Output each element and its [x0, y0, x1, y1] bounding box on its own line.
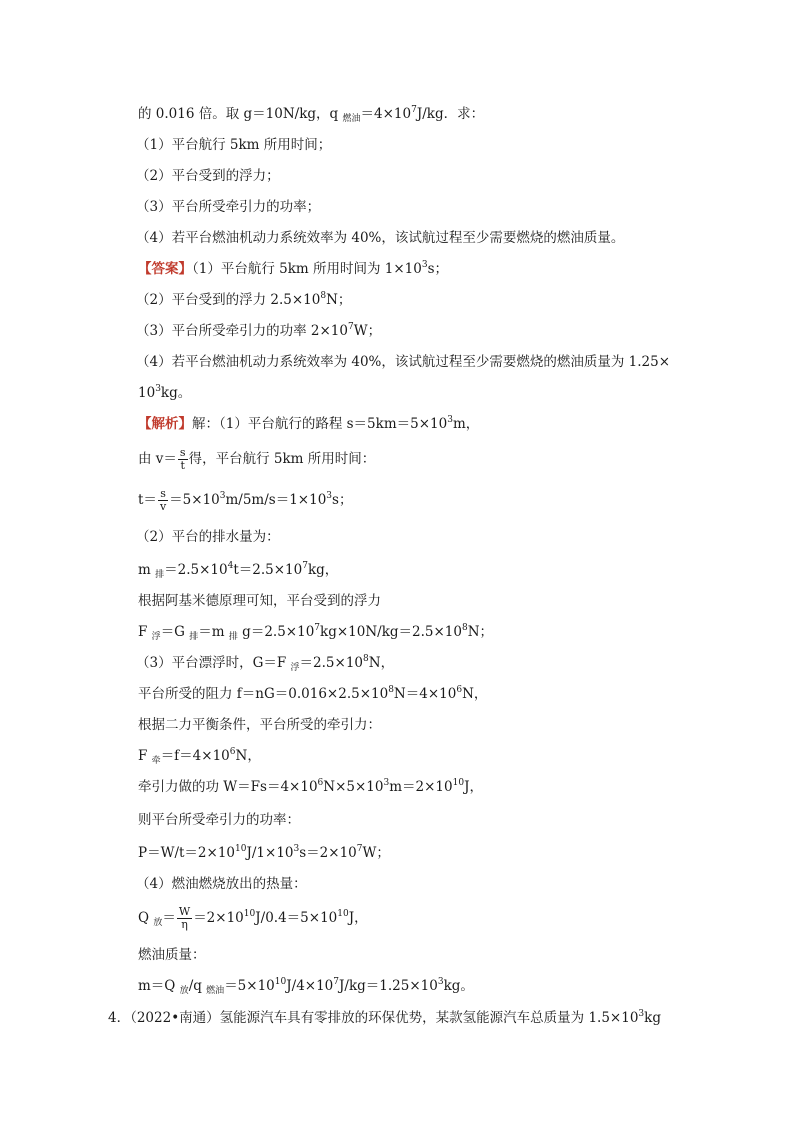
superscript: 6	[456, 685, 463, 695]
text: N，	[368, 655, 395, 671]
text: ＝5×10	[224, 978, 275, 994]
text: m，	[452, 416, 480, 432]
text: m＝Q	[138, 978, 180, 994]
superscript: 3	[383, 778, 390, 788]
text: P＝W/t＝2×10	[138, 845, 236, 861]
analysis-line-4: （2）平台的排水量为：	[136, 529, 280, 545]
subscript: 排	[155, 570, 165, 580]
superscript: 7	[347, 322, 354, 332]
analysis-line-2	[138, 447, 375, 472]
superscript: 10	[274, 977, 287, 987]
superscript: 8	[462, 623, 468, 633]
text: N；	[326, 292, 352, 308]
subscript: 浮	[151, 632, 161, 642]
text: m	[138, 562, 156, 578]
superscript: 3	[638, 1009, 645, 1019]
superscript: 6	[317, 778, 324, 788]
text: s；	[427, 261, 449, 277]
text: N；	[467, 624, 494, 640]
analysis-line-11	[138, 746, 261, 766]
text: ＝2.5×10	[299, 655, 364, 671]
analysis-line-9	[138, 684, 487, 704]
question-4	[108, 1008, 661, 1028]
analysis-line-5	[138, 560, 338, 580]
superscript: 8	[320, 291, 327, 301]
text: 解：（1）平台航行的路程 s＝5km＝5×10	[192, 416, 448, 432]
analysis-line-3	[138, 488, 352, 513]
superscript: 8	[363, 654, 369, 664]
analysis-line-1	[138, 414, 479, 434]
analysis-line-10: 根据二力平衡条件，平台所受的牵引力：	[138, 717, 381, 733]
superscript: 4	[227, 561, 234, 571]
superscript: 6	[229, 747, 236, 757]
text: J/1×10	[246, 845, 294, 861]
text: 牵引力做的功 W＝Fs＝4×10	[138, 779, 318, 795]
superscript: 3	[219, 491, 226, 501]
text: kg	[644, 1010, 661, 1026]
analysis-line-13: 则平台所受牵引力的功率：	[138, 812, 300, 828]
superscript: 3	[293, 844, 300, 854]
answer-line-2	[136, 290, 351, 310]
text: Q	[138, 910, 154, 926]
text: kg×10N/kg＝2.5×10	[320, 624, 462, 640]
analysis-line-15: （4）燃油燃烧放出的热量：	[136, 876, 307, 892]
analysis-line-16	[138, 906, 368, 931]
text: 平台所受的阻力 f＝nG＝0.016×2.5×10	[138, 686, 389, 702]
text: t＝	[138, 492, 157, 508]
text: F	[138, 748, 152, 764]
text: ＝m	[198, 624, 229, 640]
text: kg。	[160, 385, 192, 401]
text: s＝2×10	[299, 845, 357, 861]
superscript: 3	[326, 491, 333, 501]
text: J，	[348, 910, 368, 926]
analysis-line-14	[138, 843, 390, 863]
sub-question-2: （2）平台受到的浮力；	[136, 168, 280, 184]
text: （3）平台漂浮时，G＝F	[136, 655, 291, 671]
sub-question-4: （4）若平台燃油机动力系统效率为 40%，该试航过程至少需要燃烧的燃油质量。	[136, 230, 625, 246]
text: ＝f＝4×10	[160, 748, 230, 764]
text: 由 v＝	[138, 451, 177, 467]
text: （2）平台受到的浮力 2.5×10	[136, 292, 321, 308]
superscript: 3	[155, 384, 161, 394]
text: t＝2.5×10	[233, 562, 303, 578]
text: ＝2×10	[193, 910, 244, 926]
text: W；	[362, 845, 390, 861]
subscript: 浮	[290, 663, 300, 673]
analysis-line-12	[138, 777, 483, 797]
text: 得，平台航行 5km 所用时间：	[188, 451, 376, 467]
text: 4．（2022•南通）氢能源汽车具有零排放的环保优势，某款氢能源汽车总质量为 1.5×10	[108, 1010, 639, 1026]
superscript: 7	[333, 977, 340, 987]
superscript: 10	[337, 909, 349, 919]
superscript: 7	[302, 561, 308, 571]
fraction	[178, 447, 188, 472]
subscript: 燃油	[206, 986, 225, 996]
text: m/5m/s＝1×10	[225, 492, 327, 508]
text: g＝2.5×10	[237, 624, 315, 640]
numerator: s	[179, 446, 186, 459]
question-continuation	[138, 104, 484, 124]
subscript: 放	[153, 918, 163, 928]
analysis-line-18	[138, 976, 474, 996]
analysis-tag: 【解析】	[138, 416, 192, 432]
text: W；	[353, 323, 382, 339]
superscript: 7	[356, 844, 363, 854]
text: ＝5×10	[169, 492, 220, 508]
superscript: 7	[411, 105, 417, 115]
text: J/4×10	[286, 978, 334, 994]
subscript: 排	[228, 632, 238, 642]
subscript: 牵	[151, 756, 161, 766]
superscript: 7	[314, 623, 321, 633]
answer-tag: 【答案】	[138, 261, 192, 277]
text: ＝G	[160, 624, 190, 640]
text: 的 0.016 倍。取 g＝10N/kg，q	[138, 106, 343, 122]
superscript: 8	[388, 685, 394, 695]
superscript: 10	[235, 844, 247, 854]
superscript: 10	[243, 909, 256, 919]
text: ＝2.5×10	[164, 562, 228, 578]
analysis-line-17: 燃油质量：	[138, 947, 206, 963]
text: J，	[464, 779, 483, 795]
denominator: t	[180, 459, 185, 472]
subscript: 燃油	[342, 114, 361, 124]
denominator: v	[159, 500, 167, 513]
text: （3）平台所受牵引力的功率 2×10	[136, 323, 348, 339]
numerator: W	[178, 905, 191, 918]
analysis-line-6: 根据阿基米德原理可知，平台受到的浮力	[138, 593, 381, 609]
text: F	[138, 624, 152, 640]
text: J/kg．求：	[416, 106, 485, 122]
answer-line-3	[136, 321, 381, 341]
fraction	[158, 488, 168, 513]
analysis-line-8	[136, 653, 394, 673]
text: （1）平台航行 5km 所用时间为 1×10	[192, 261, 422, 277]
text: kg，	[307, 562, 339, 578]
text: /q	[188, 978, 207, 994]
answer-line-4: （4）若平台燃油机动力系统效率为 40%，该试航过程至少需要燃烧的燃油质量为 1.25×	[136, 354, 671, 370]
denominator: η	[181, 918, 188, 931]
text: ＝	[162, 910, 176, 926]
text: m＝2×10	[389, 779, 453, 795]
numerator: s	[158, 488, 168, 501]
subscript: 放	[179, 986, 189, 996]
text: N，	[462, 686, 488, 702]
sub-question-1: （1）平台航行 5km 所用时间；	[136, 137, 332, 153]
text: ＝4×10	[360, 106, 412, 122]
text: N，	[235, 748, 261, 764]
text: J/0.4＝5×10	[255, 910, 338, 926]
sub-question-3: （3）平台所受牵引力的功率；	[136, 199, 321, 215]
superscript: 3	[421, 260, 428, 270]
superscript: 3	[447, 415, 453, 425]
fraction	[177, 906, 192, 931]
analysis-line-7	[138, 622, 493, 642]
superscript: 3	[437, 977, 444, 987]
subscript: 排	[189, 632, 199, 642]
text: J/kg＝1.25×10	[339, 978, 438, 994]
text: N＝4×10	[393, 686, 457, 702]
answer-line-4-cont	[138, 383, 191, 403]
text: 10	[138, 385, 156, 401]
answer-line-1	[138, 259, 448, 279]
text: s；	[332, 492, 353, 508]
text: N×5×10	[323, 779, 384, 795]
superscript: 10	[452, 778, 465, 788]
text: kg。	[443, 978, 474, 994]
